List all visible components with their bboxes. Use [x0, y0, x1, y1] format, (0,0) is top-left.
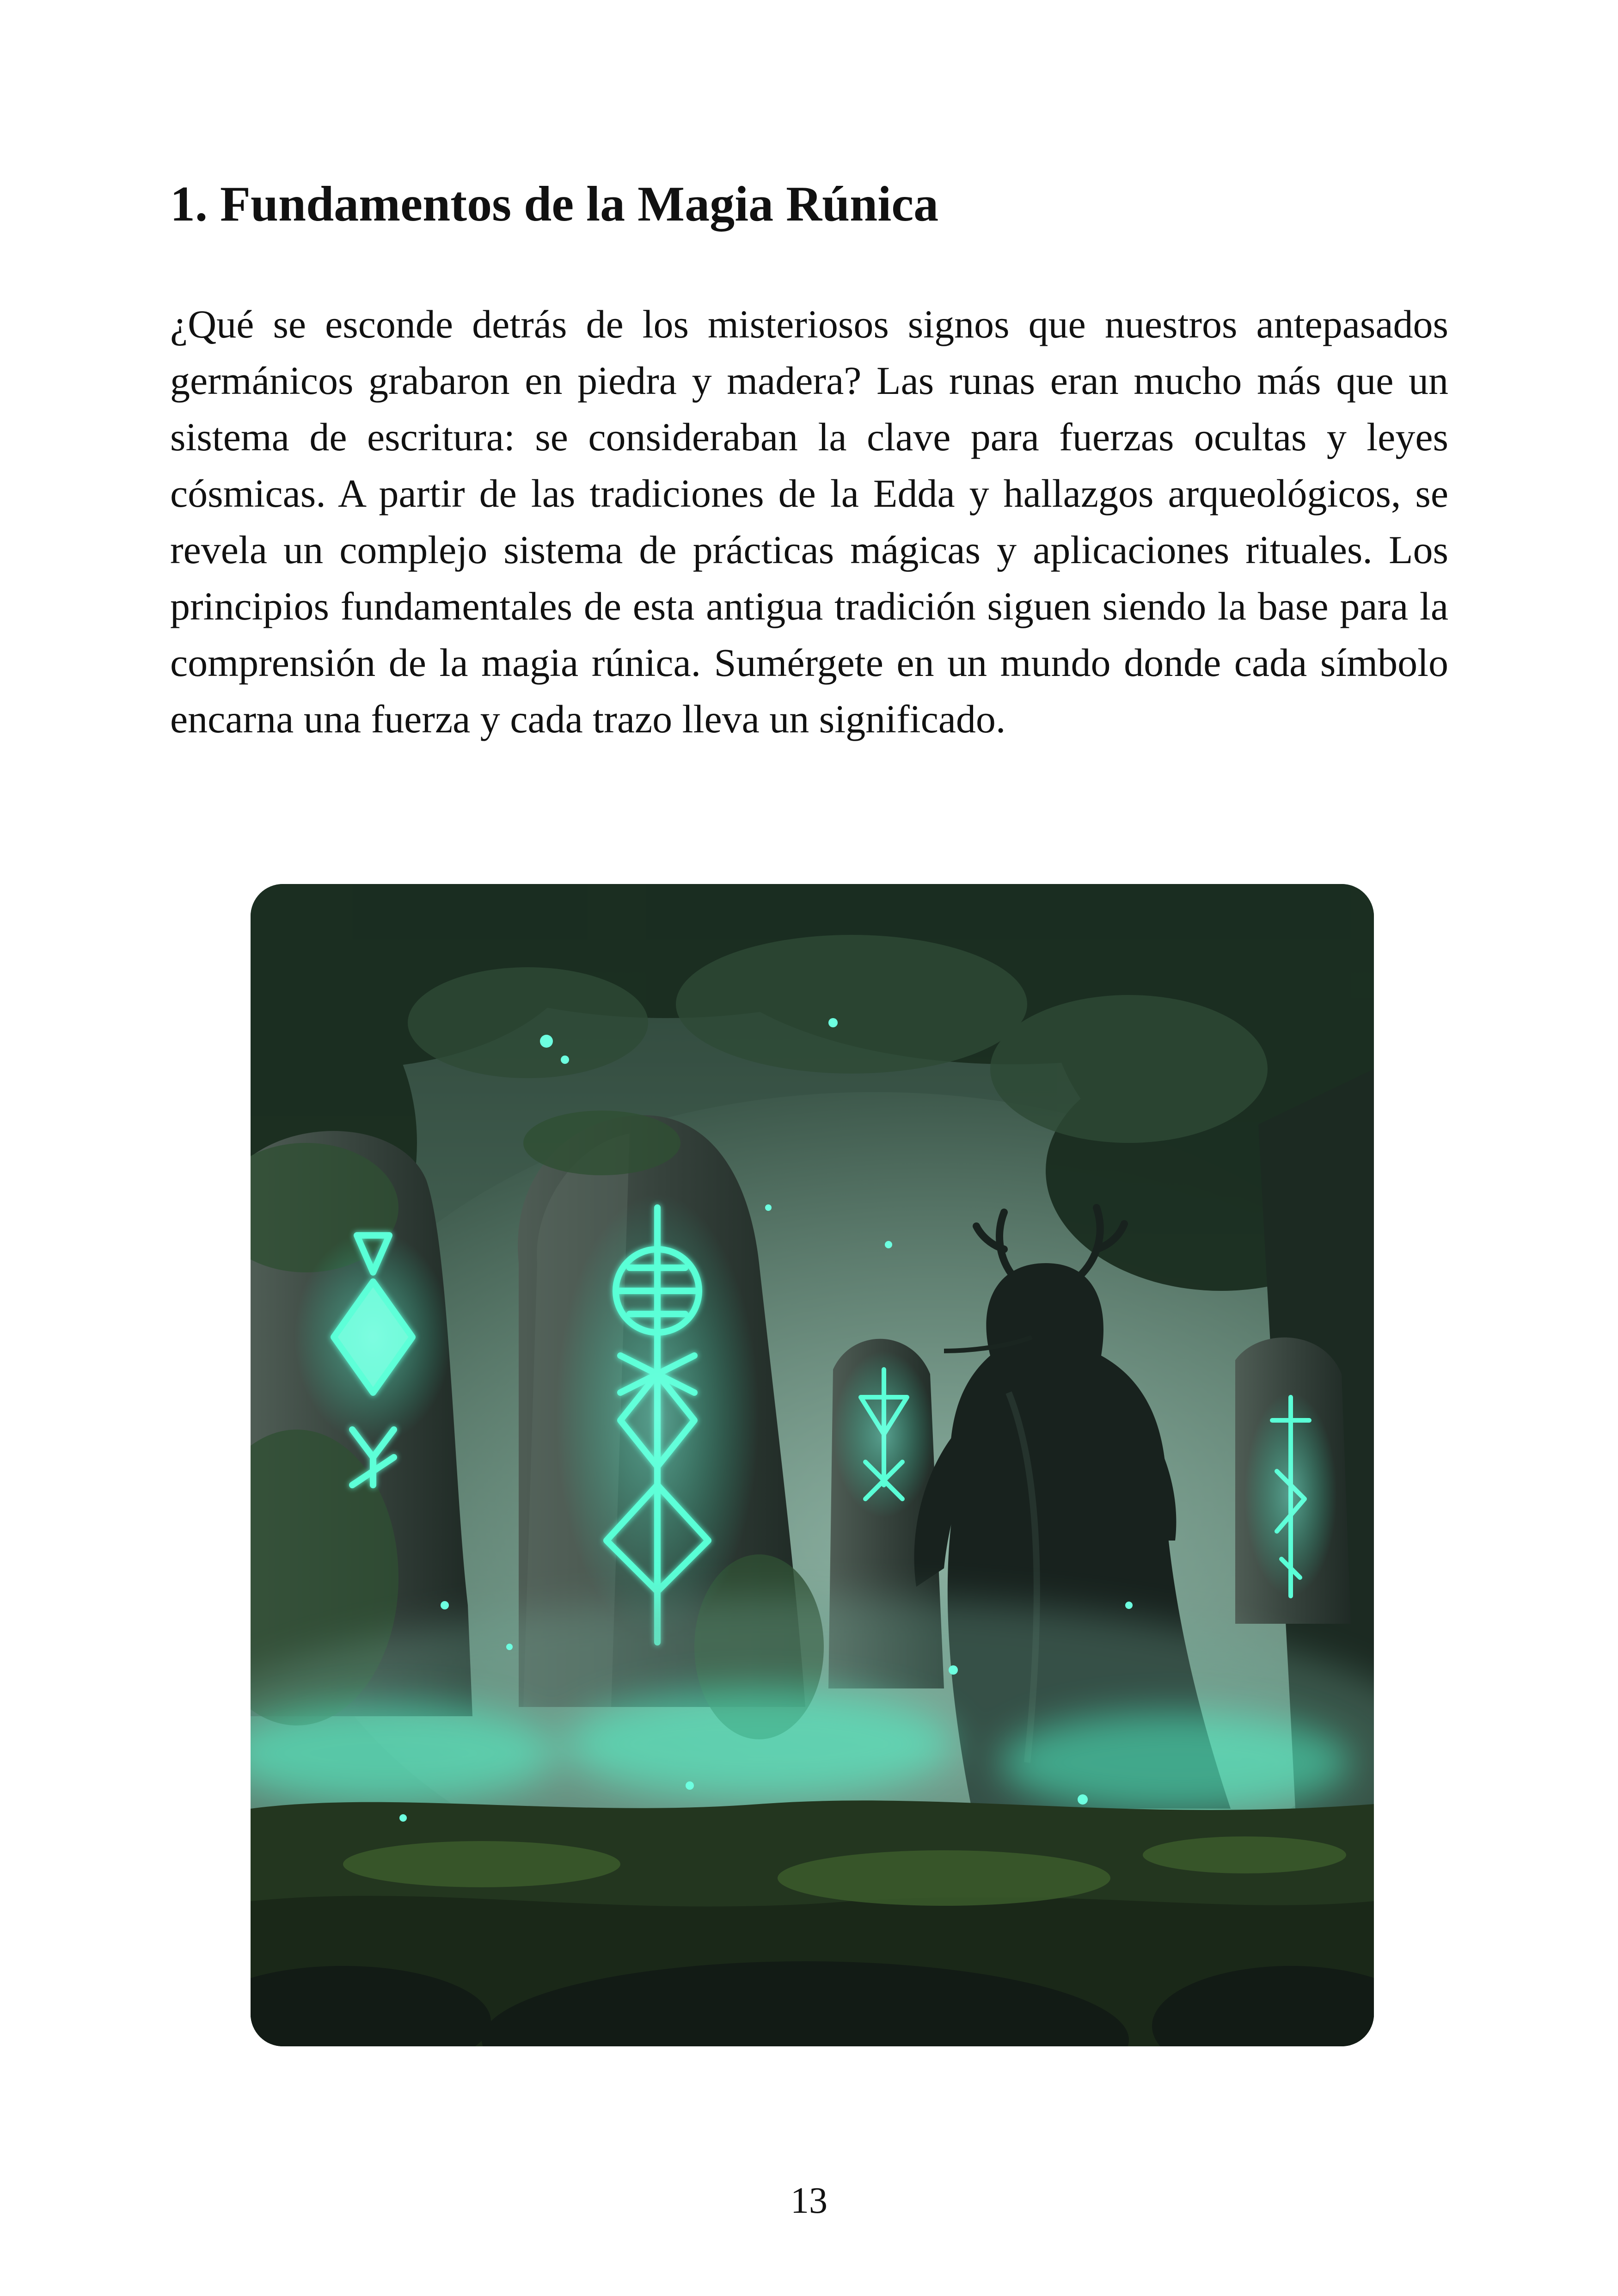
page-title: 1. Fundamentos de la Magia Rúnica: [170, 177, 939, 232]
rune-stones-illustration: [251, 884, 1374, 2046]
page-number: 13: [791, 2180, 827, 2221]
intro-paragraph: ¿Qué se esconde detrás de los misteriosos signos que nuestros antepasados germánicos grabaron en piedra y madera? Las runas eran mucho más que un sistema de escritura: se consideraban la clave para fuerzas ocultas y leyes cósmicas. A partir de las tradiciones de la Edda y hallazgos arqueológicos, se revela un complejo sistema de prácticas mágicas y aplicaciones rituales. Los principios fundamentales de esta antigua tradición siguen siendo la base para la comprensión de la magia rúnica. Sumérgete en un mundo donde cada símbolo encarna una fuerza y cada trazo lleva un significado.: [170, 302, 1448, 741]
illustration-canvas: [251, 884, 1374, 2046]
